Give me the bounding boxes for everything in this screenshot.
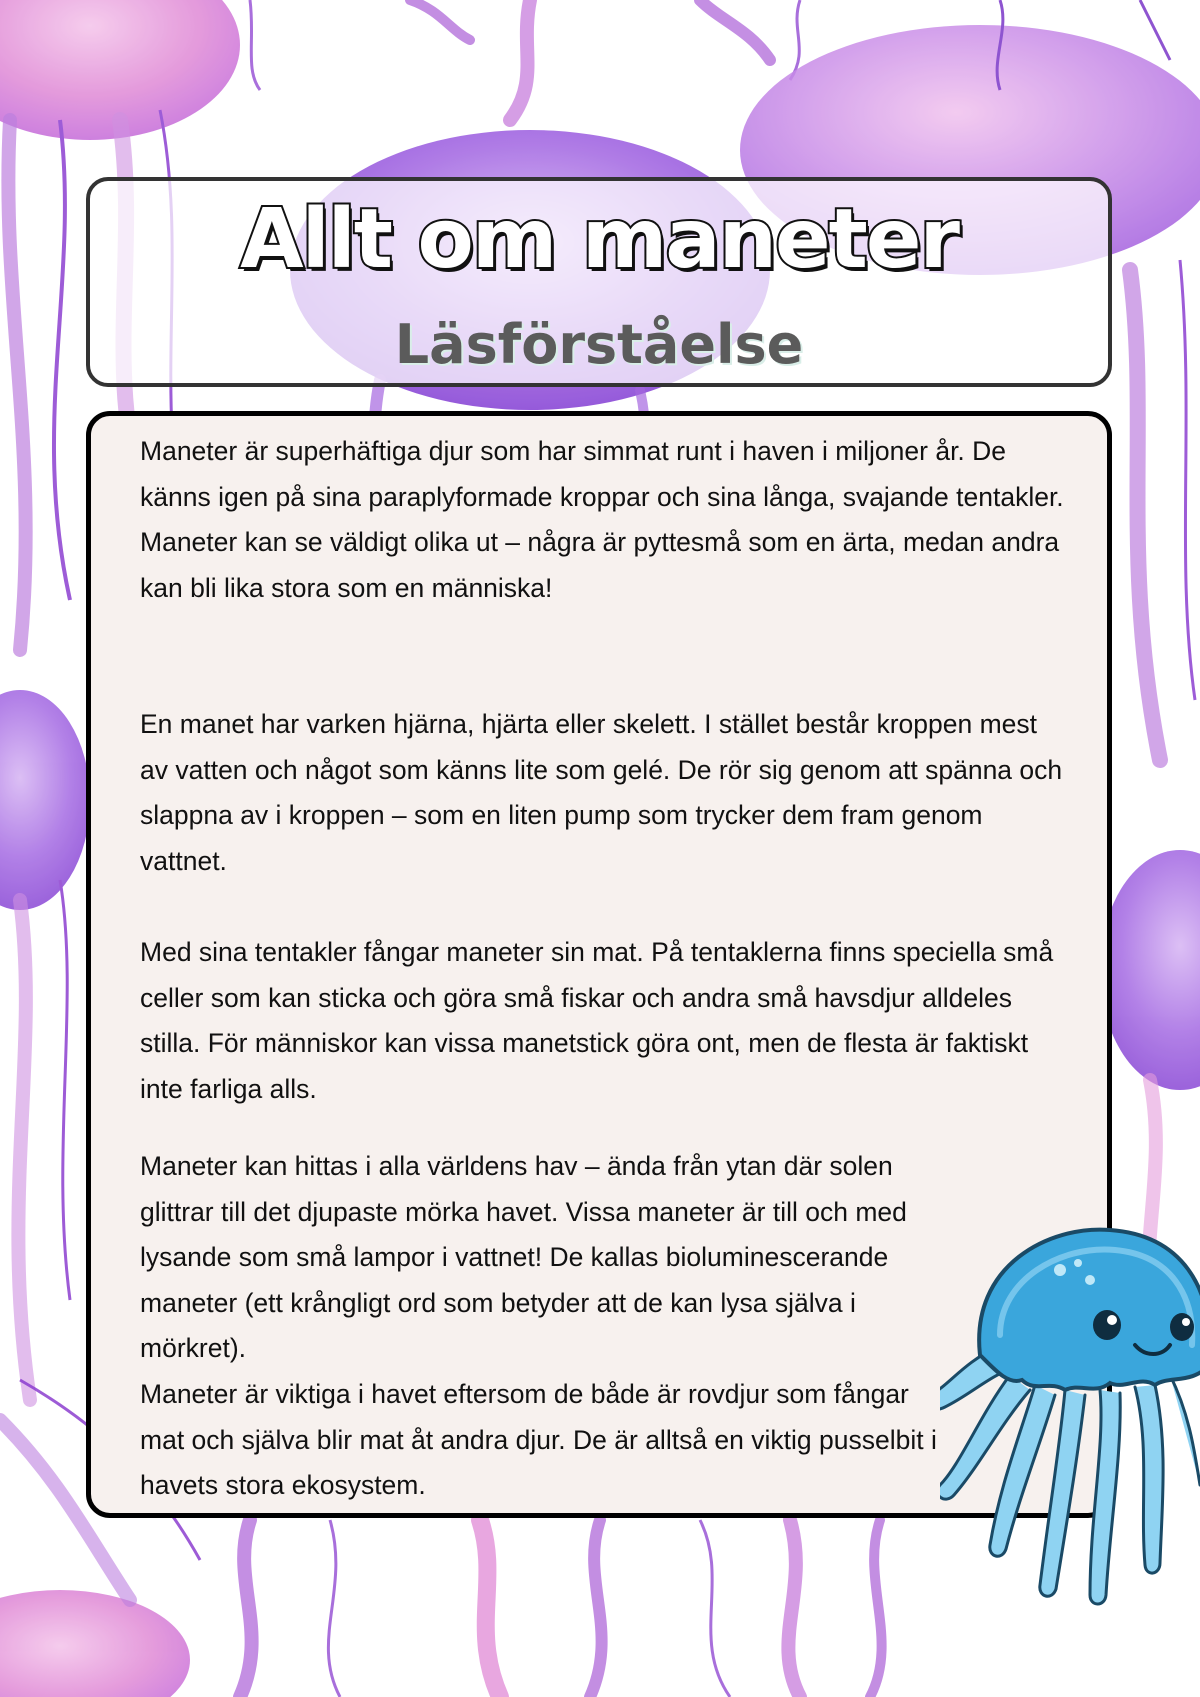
- title-banner: [86, 177, 1112, 387]
- jelly-top-center-tentacles: [250, 0, 800, 120]
- jelly-bottom-tentacles: [240, 1520, 882, 1697]
- paragraph-2: En manet har varken hjärna, hjärta eller skelett. I stället består kroppen mest av vatten och något som känns lite som gelé. De rör sig genom att spänna och slappna av i kroppen – som en liten pump som trycker dem fram genom vattnet.: [140, 709, 1063, 876]
- cartoon-jellyfish-bell: [979, 1230, 1200, 1390]
- cartoon-jellyfish-illustration: [940, 1225, 1200, 1625]
- paragraph-5: Maneter är viktiga i havet eftersom de både är rovdjur som fångar mat och själva blir mat åt andra djur. De är alltså en viktig pusselbit i havets stora ekosystem.: [140, 1379, 937, 1501]
- paragraph-3: Med sina tentakler fångar maneter sin mat. På tentaklerna finns speciella små celler som kan sticka och göra små fiskar och andra små havsdjur alldeles stilla. För människor kan vissa manetstick göra ont, men de flesta är faktiskt inte farliga alls.: [140, 937, 1054, 1104]
- jelly-left-mid: [0, 690, 90, 1400]
- page-subtitle: Läsförståelse: [394, 313, 804, 376]
- paragraph-1: Maneter är superhäftiga djur som har simmat runt i haven i miljoner år. De känns igen på sina paraplyformade kroppar och sina långa, svajande tentakler. Maneter kan se väldigt olika ut – några är pyttesmå som en ärta, medan andra kan bli lika stora som en människa!: [140, 436, 1064, 603]
- paragraph-4: Maneter kan hittas i alla världens hav – ända från ytan där solen glittrar till det djupaste mörka havet. Vissa maneter är till och med lysande som små lampor i vattnet! De kallas bioluminescerande maneter (ett krångligt ord som betyder att de kan lysa själva i mörkret).: [140, 1151, 907, 1364]
- page-title: Allt om maneter: [240, 192, 958, 287]
